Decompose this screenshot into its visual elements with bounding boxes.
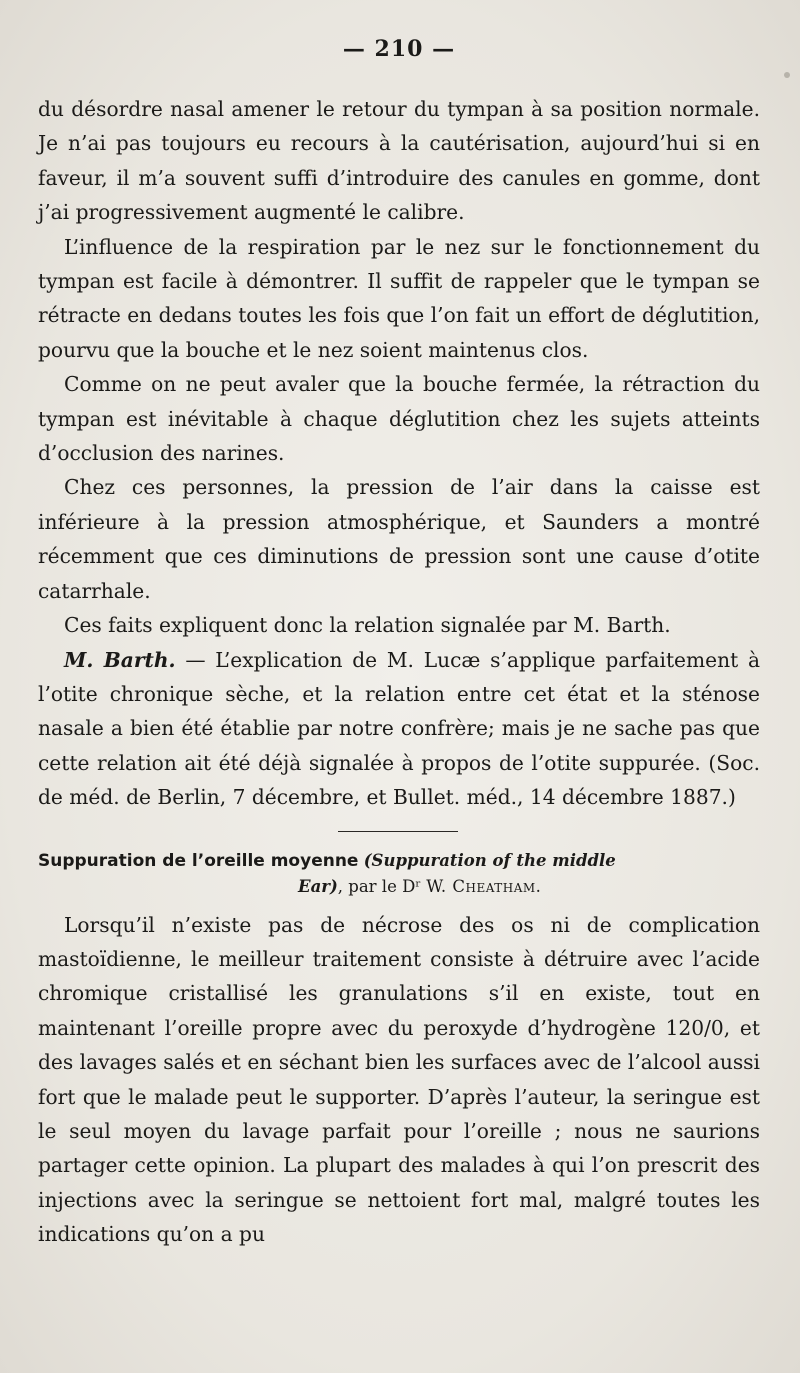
article-english-title: (Suppuration of the middle xyxy=(363,850,616,870)
paragraph: Comme on ne peut avaler que la bouche fermée, la rétraction du tympan est inévitable à chaque déglutition chez les sujets atteints d’occlusion des narines. xyxy=(38,372,760,466)
article-byline: , par le Dʳ xyxy=(337,876,422,896)
article-english-title-cont: Ear) xyxy=(298,876,338,896)
article-body xyxy=(38,908,760,1252)
section-divider xyxy=(338,831,458,832)
barth-text: — L’explication de M. Lucæ s’applique parfaitement à l’otite chronique sèche, et la relation entre cet état et la sténose nasale a bien été établie par notre confrère; mais je ne sache pas que cette relation ait été déjà signalée à propos de l’otite suppurée. (Soc. de méd. de Berlin, 7 décembre, et Bullet. méd., 14 décembre 1887.) xyxy=(38,647,761,810)
body-text xyxy=(38,92,760,815)
article-heading-line xyxy=(38,874,760,900)
article-heading-line xyxy=(38,848,760,874)
article-heading xyxy=(38,848,760,900)
barth-paragraph xyxy=(38,643,760,815)
speaker-name: M. Barth. xyxy=(64,647,176,672)
paragraph: Lorsqu’il n’existe pas de nécrose des os ni de complication mastoïdienne, le meilleur traitement consiste à détruire avec l’acide chromique cristallisé les granulations s’il en existe, tout en maintenant l’oreille propre avec du peroxyde d’hydrogène 120/0, et des lavages salés et en séchant bien les surfaces avec de l’alcool aussi fort que le malade peut le supporter. D’après l’auteur, la seringue est le seul moyen du lavage parfait pour l’oreille ; nous ne saurions partager cette opinion. La plupart des malades à qui l’on prescrit des injections avec la seringue se nettoient fort mal, malgré toutes les indications qu’on a pu xyxy=(38,912,760,1247)
article-title: Suppuration de l’oreille moyenne xyxy=(38,850,359,871)
paragraph: Ces faits expliquent donc la relation signalée par M. Barth. xyxy=(64,613,671,638)
page-number: — 210 — xyxy=(342,36,456,62)
paragraph: L’influence de la respiration par le nez sur le fonctionnement du tympan est facile à démontrer. Il suffit de rappeler que le tympan se rétracte en dedans toutes les fois que l’on fait un effort de déglutition, pourvu que la bouche et le nez soient maintenus clos. xyxy=(38,234,760,362)
ink-spot-mark xyxy=(784,72,790,78)
article-author: W. Cheatham. xyxy=(426,876,542,896)
paragraph: du désordre nasal amener le retour du tympan à sa position normale. Je n’ai pas toujours eu recours à la cautérisation, aujourd’hui si en faveur, il m’a souvent suffi d’introduire des canules en gomme, dont j’ai progressivement augmenté le calibre. xyxy=(38,97,760,225)
paragraph: Chez ces personnes, la pression de l’air dans la caisse est inférieure à la pression atmosphérique, et Saunders a montré récemment que ces diminutions de pression sont une cause d’otite catarrhale. xyxy=(38,475,760,603)
